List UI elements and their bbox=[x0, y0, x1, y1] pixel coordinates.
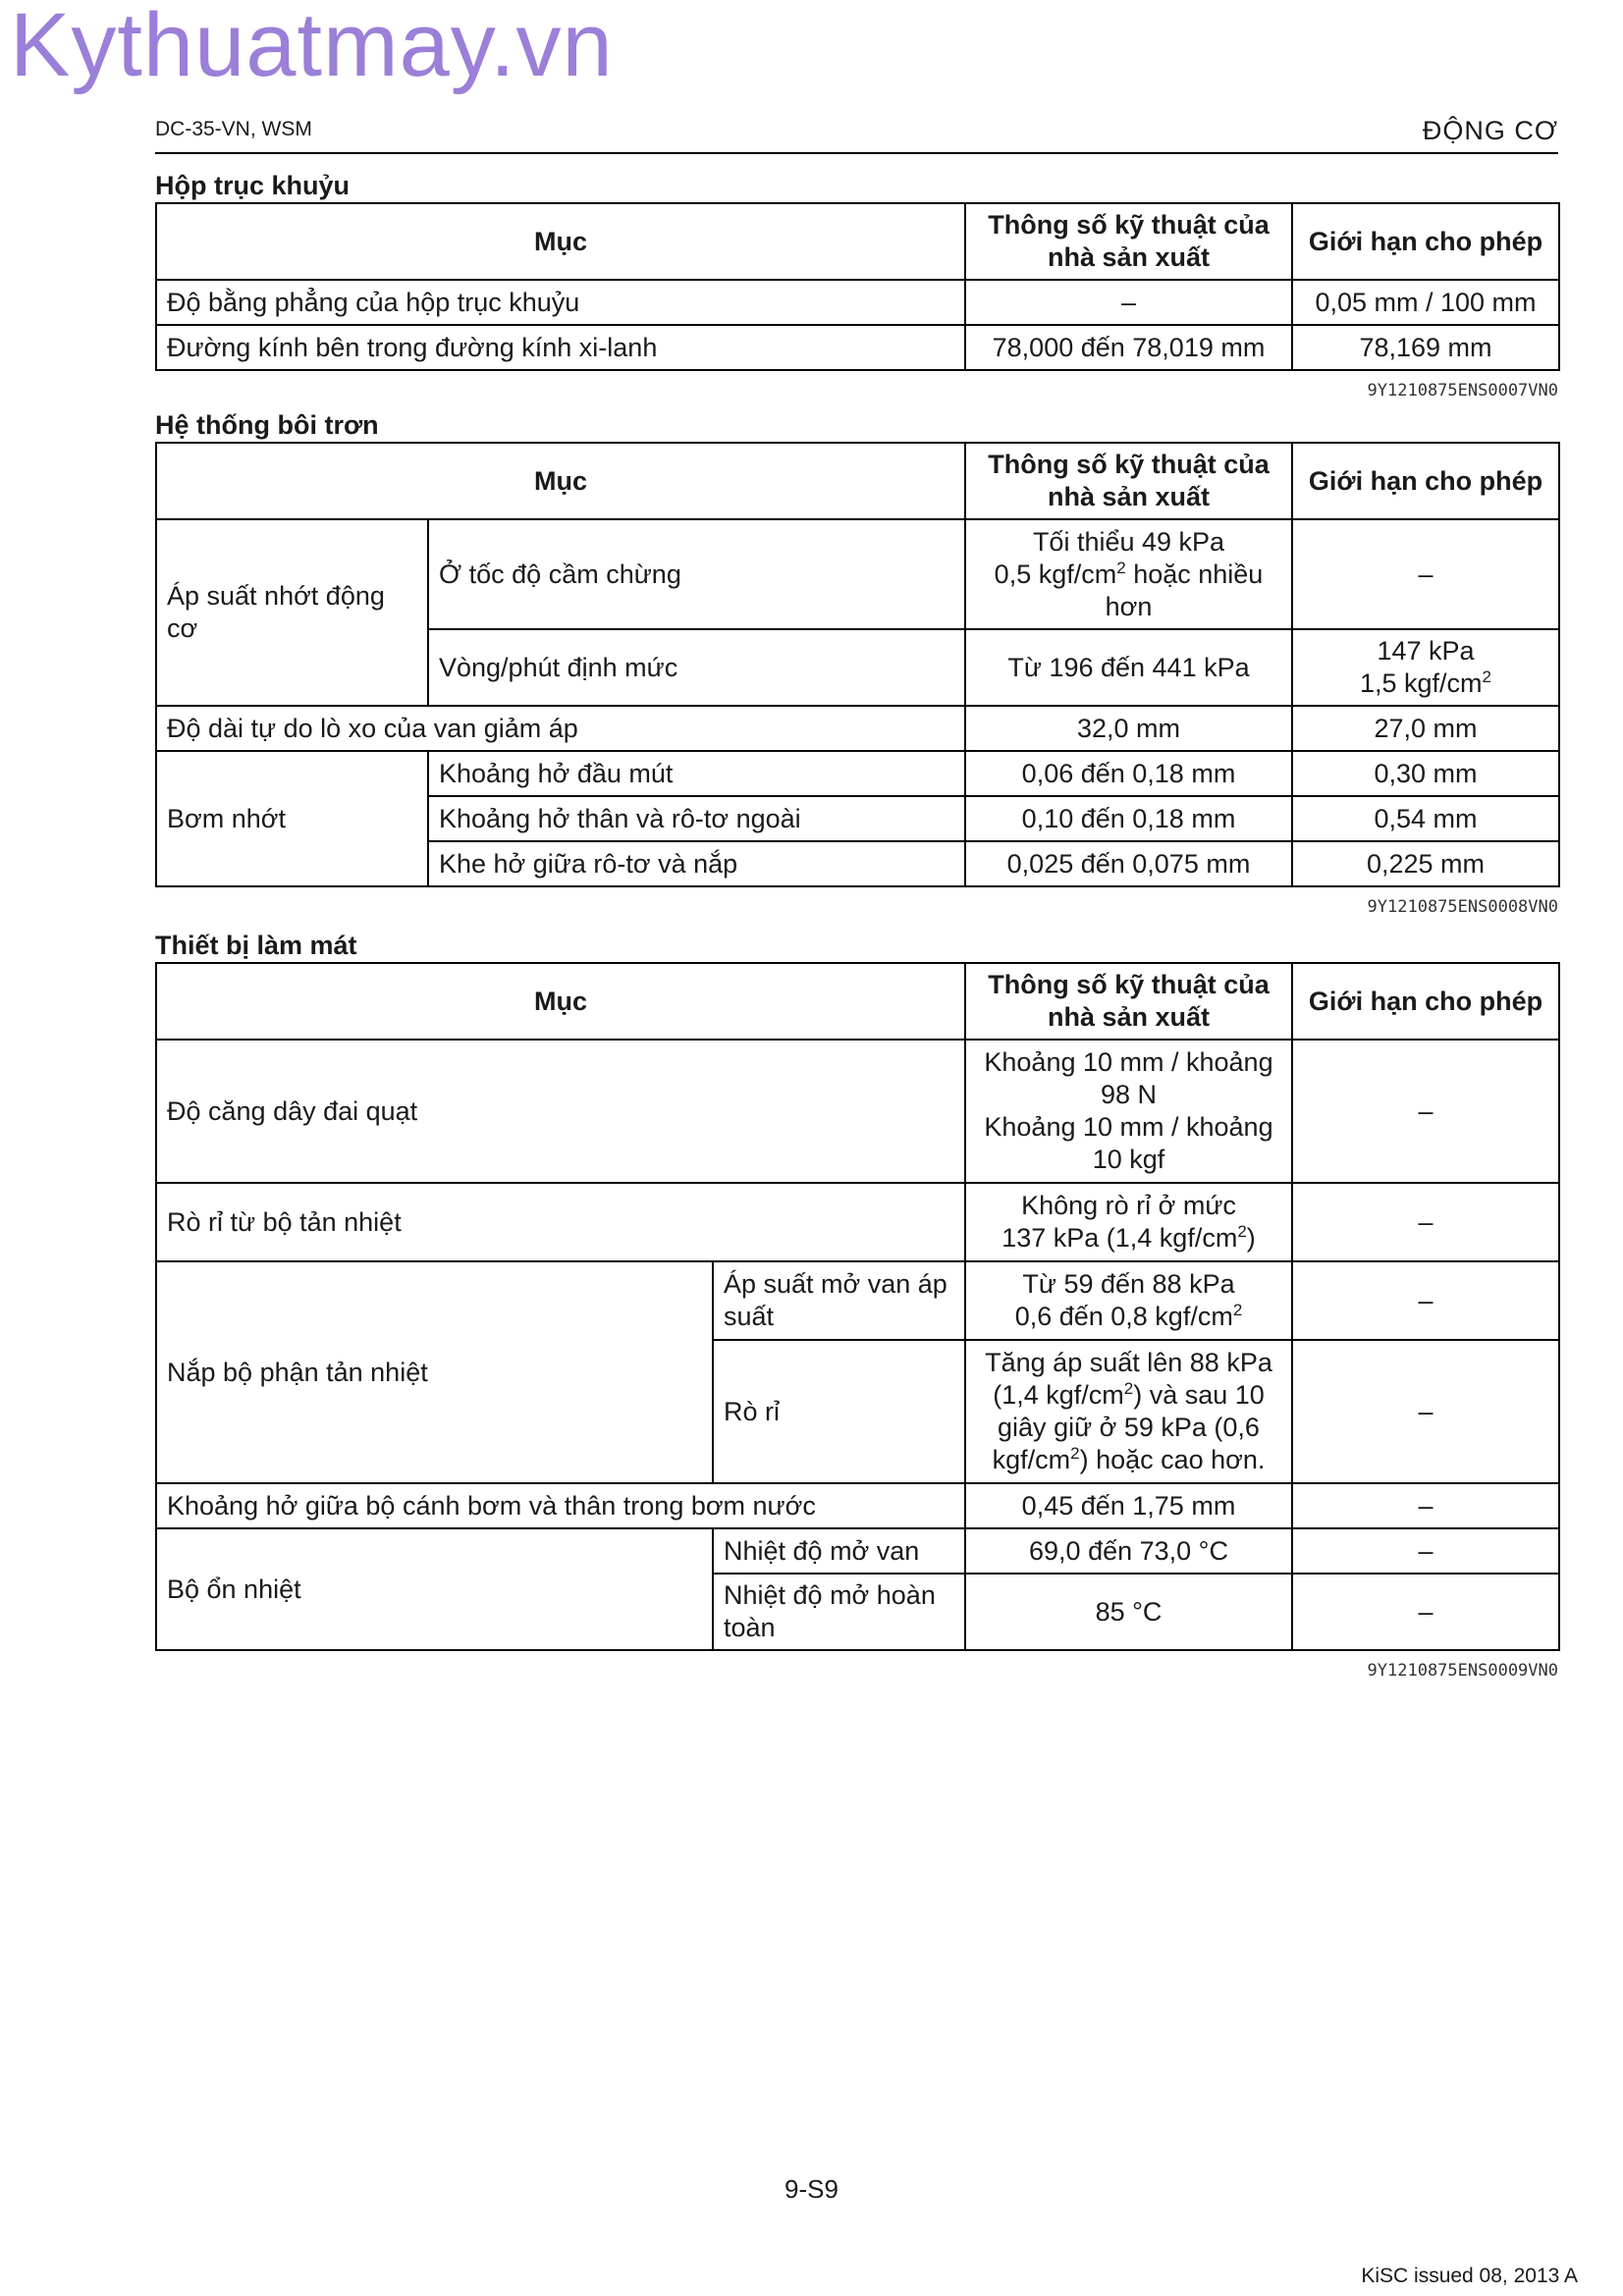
row-limit: – bbox=[1292, 1528, 1559, 1574]
col-header-spec: Thông số kỹ thuật của nhà sản xuất bbox=[965, 443, 1292, 519]
table-row bbox=[156, 1528, 1559, 1574]
table-row bbox=[156, 280, 1559, 325]
row-group-label: Bơm nhớt bbox=[156, 751, 428, 886]
row-limit: – bbox=[1292, 1483, 1559, 1528]
row-item: Độ bằng phẳng của hộp trục khuỷu bbox=[156, 280, 965, 325]
reference-code: 9Y1210875ENS0009VN0 bbox=[1367, 1661, 1558, 1681]
table-header-row bbox=[156, 203, 1559, 280]
row-limit: – bbox=[1292, 1183, 1559, 1261]
section-lubrication bbox=[155, 408, 1558, 917]
table-header-row bbox=[156, 963, 1559, 1040]
row-item: Độ căng dây đai quạt bbox=[156, 1040, 965, 1183]
reference-code: 9Y1210875ENS0007VN0 bbox=[1367, 381, 1558, 400]
row-spec: 0,10 đến 0,18 mm bbox=[965, 796, 1292, 841]
row-spec: Khoảng 10 mm / khoảng 98 N Khoảng 10 mm / khoảng 10 kgf bbox=[965, 1040, 1292, 1183]
col-header-item: Mục bbox=[156, 443, 965, 519]
table-row bbox=[156, 1483, 1559, 1528]
row-limit: – bbox=[1292, 1340, 1559, 1483]
spec-table-crankcase bbox=[155, 202, 1560, 371]
row-item: Rò rỉ từ bộ tản nhiệt bbox=[156, 1183, 965, 1261]
row-item: Ở tốc độ cầm chừng bbox=[428, 519, 965, 629]
spec-table-cooling bbox=[155, 962, 1560, 1651]
row-limit: 78,169 mm bbox=[1292, 325, 1559, 370]
col-header-spec: Thông số kỹ thuật của nhà sản xuất bbox=[965, 203, 1292, 280]
col-header-item: Mục bbox=[156, 203, 965, 280]
table-row bbox=[156, 325, 1559, 370]
spec-table-lubrication bbox=[155, 442, 1560, 887]
table-row bbox=[156, 1040, 1559, 1183]
row-spec: – bbox=[965, 280, 1292, 325]
row-limit: 147 kPa 1,5 kgf/$cm^2$ bbox=[1292, 629, 1559, 706]
col-header-limit: Giới hạn cho phép bbox=[1292, 203, 1559, 280]
row-spec: 78,000 đến 78,019 mm bbox=[965, 325, 1292, 370]
row-limit: 0,30 mm bbox=[1292, 751, 1559, 796]
chapter-title: ĐỘNG CƠ bbox=[1422, 116, 1558, 145]
section-cooling bbox=[155, 929, 1558, 1681]
col-header-limit: Giới hạn cho phép bbox=[1292, 443, 1559, 519]
row-spec: 0,45 đến 1,75 mm bbox=[965, 1483, 1292, 1528]
row-spec: Tăng áp suất lên 88 kPa (1,4 kgf/$cm^2$) và sau 10 giây giữ ở 59 kPa (0,6 kgf/$cm^2$) hoặc cao hơn. bbox=[965, 1340, 1292, 1483]
row-spec: 85 °C bbox=[965, 1574, 1292, 1650]
watermark-logo: Kythuatmay.vn bbox=[10, 0, 614, 95]
row-group-label: Bộ ổn nhiệt bbox=[156, 1528, 713, 1650]
issued-note: KiSC issued 08, 2013 A bbox=[1361, 2265, 1578, 2287]
row-spec: Từ 59 đến 88 kPa 0,6 đến 0,8 kgf/$cm^2$ bbox=[965, 1261, 1292, 1340]
col-header-item: Mục bbox=[156, 963, 965, 1040]
row-item: Rò rỉ bbox=[713, 1340, 965, 1483]
row-item: Vòng/phút định mức bbox=[428, 629, 965, 706]
table-row bbox=[156, 1183, 1559, 1261]
row-limit: – bbox=[1292, 1574, 1559, 1650]
row-item: Khe hở giữa rô-tơ và nắp bbox=[428, 841, 965, 886]
row-spec: 0,025 đến 0,075 mm bbox=[965, 841, 1292, 886]
section-title: Hệ thống bôi trơn bbox=[155, 410, 379, 440]
row-spec: 0,06 đến 0,18 mm bbox=[965, 751, 1292, 796]
row-item: Áp suất mở van áp suất bbox=[713, 1261, 965, 1340]
table-row bbox=[156, 519, 1559, 629]
row-item: Khoảng hở đầu mút bbox=[428, 751, 965, 796]
doc-code: DC-35-VN, WSM bbox=[155, 118, 312, 140]
row-limit: 0,225 mm bbox=[1292, 841, 1559, 886]
row-spec: Từ 196 đến 441 kPa bbox=[965, 629, 1292, 706]
row-limit: 27,0 mm bbox=[1292, 706, 1559, 751]
row-spec: 69,0 đến 73,0 °C bbox=[965, 1528, 1292, 1574]
section-crankcase bbox=[155, 169, 1558, 400]
row-item: Nhiệt độ mở van bbox=[713, 1528, 965, 1574]
row-limit: 0,54 mm bbox=[1292, 796, 1559, 841]
row-spec: 32,0 mm bbox=[965, 706, 1292, 751]
col-header-limit: Giới hạn cho phép bbox=[1292, 963, 1559, 1040]
row-limit: – bbox=[1292, 1261, 1559, 1340]
row-spec: Không rò rỉ ở mức 137 kPa (1,4 kgf/$cm^2$) bbox=[965, 1183, 1292, 1261]
row-limit: – bbox=[1292, 519, 1559, 629]
row-item: Nhiệt độ mở hoàn toàn bbox=[713, 1574, 965, 1650]
row-item: Khoảng hở thân và rô-tơ ngoài bbox=[428, 796, 965, 841]
table-row bbox=[156, 706, 1559, 751]
table-header-row bbox=[156, 443, 1559, 519]
row-limit: – bbox=[1292, 1040, 1559, 1183]
table-row bbox=[156, 1261, 1559, 1340]
reference-code: 9Y1210875ENS0008VN0 bbox=[1367, 897, 1558, 917]
page-number: 9-S9 bbox=[784, 2174, 839, 2204]
section-title: Thiết bị làm mát bbox=[155, 931, 357, 960]
header-rule bbox=[155, 152, 1558, 154]
section-title: Hộp trục khuỷu bbox=[155, 171, 351, 200]
table-row bbox=[156, 751, 1559, 796]
row-group-label: Nắp bộ phận tản nhiệt bbox=[156, 1261, 713, 1483]
row-limit: 0,05 mm / 100 mm bbox=[1292, 280, 1559, 325]
row-group-label: Áp suất nhớt động cơ bbox=[156, 519, 428, 706]
row-spec: Tối thiểu 49 kPa 0,5 kgf/$cm^2$ hoặc nhiều hơn bbox=[965, 519, 1292, 629]
col-header-spec: Thông số kỹ thuật của nhà sản xuất bbox=[965, 963, 1292, 1040]
row-item: Đường kính bên trong đường kính xi-lanh bbox=[156, 325, 965, 370]
row-item: Độ dài tự do lò xo của van giảm áp bbox=[156, 706, 965, 751]
row-item: Khoảng hở giữa bộ cánh bơm và thân trong bơm nước bbox=[156, 1483, 965, 1528]
